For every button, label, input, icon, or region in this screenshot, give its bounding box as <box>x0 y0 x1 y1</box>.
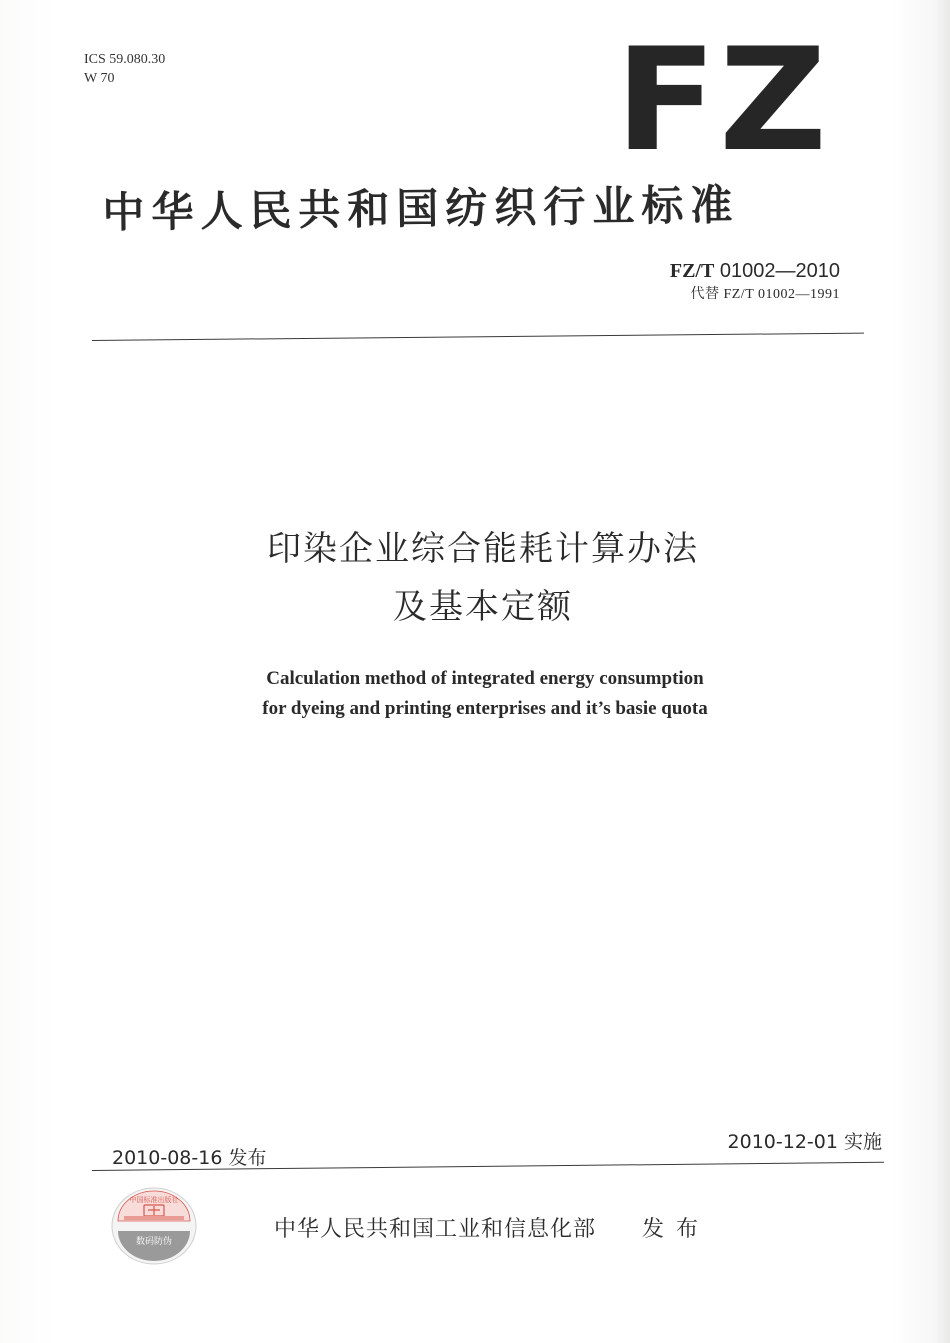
standard-code: 01002—2010 <box>719 260 840 282</box>
ics-code: ICS 59.080.30 <box>84 52 166 67</box>
english-title <box>0 664 950 724</box>
english-title-line-2: for dyeing and printing enterprises and it’s basie quota <box>262 698 708 719</box>
fz-logo: FZ <box>615 18 830 183</box>
publisher <box>274 1212 710 1243</box>
standard-prefix: FZ/T <box>669 260 715 282</box>
seal-label: 数码防伪 <box>135 1237 173 1247</box>
chinese-title-line-1: 印染企业综合能耗计算办法 <box>267 529 699 569</box>
chinese-title-line-2: 及基本定额 <box>393 587 573 627</box>
english-title-line-1: Calculation method of integrated energy consumption <box>266 668 704 689</box>
top-divider <box>92 333 864 341</box>
anti-counterfeit-seal-icon <box>108 1185 200 1267</box>
issue-date: 2010-08-16 发布 <box>112 1147 267 1169</box>
publish-verb: 发布 <box>642 1217 711 1242</box>
w-code: W 70 <box>84 71 115 86</box>
replaces-standard: 代替 FZ/T 01002—1991 <box>690 287 840 302</box>
seal-top-text: 中国标准出版社 <box>129 1196 179 1204</box>
standard-number-block <box>670 260 840 303</box>
chinese-title <box>0 520 950 636</box>
industry-standard-title: 中华人民共和国纺织行业标准 <box>102 180 740 237</box>
classification-codes <box>84 50 165 88</box>
standard-number <box>670 260 840 283</box>
implementation-date: 2010-12-01 实施 <box>727 1131 882 1153</box>
publisher-name: 中华人民共和国工业和信息化部 <box>274 1217 597 1242</box>
